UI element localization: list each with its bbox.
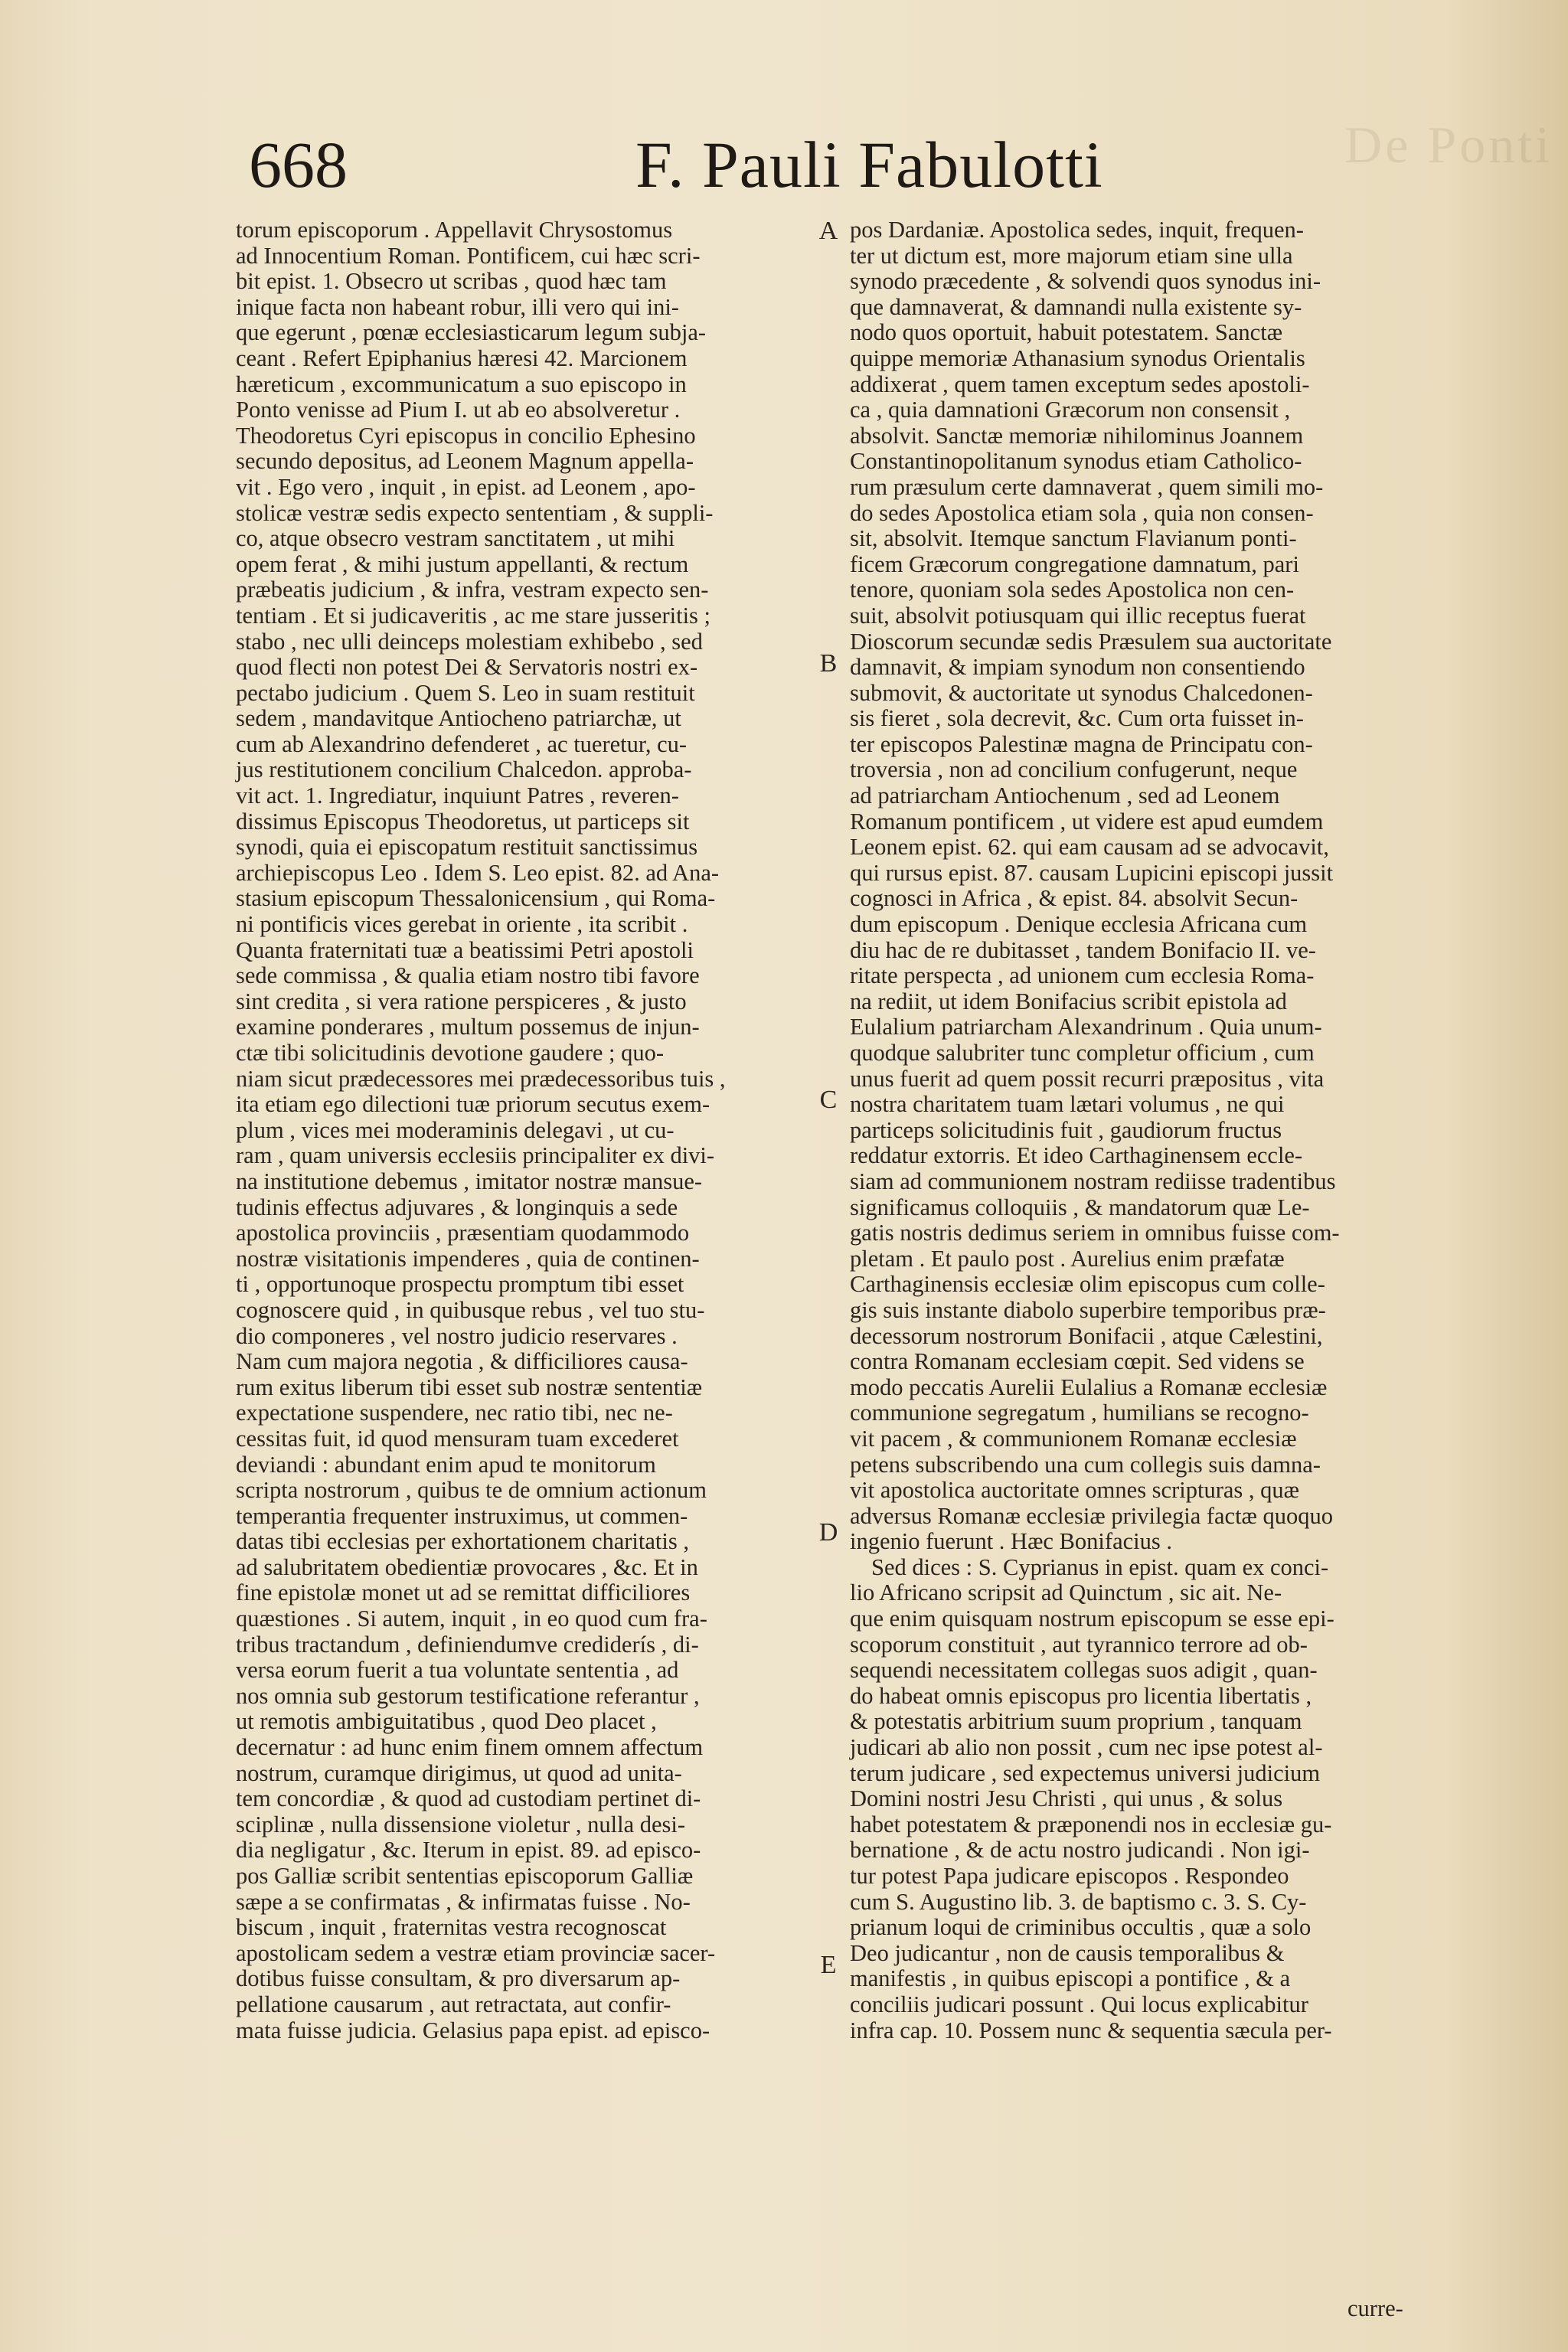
text-line: ut remotis ambiguitatibus , quod Deo placet , [236, 1708, 657, 1735]
text-line: sciplinæ , nulla dissensione violetur , nulla desi- [236, 1811, 686, 1838]
text-line: diu hac de re dubitasset , tandem Bonifacio II. ve- [850, 936, 1316, 963]
text-line: ita etiam ego dilectioni tuæ priorum secutus exem- [236, 1091, 710, 1118]
text-line: decernatur : ad hunc enim finem omnem affectum [236, 1734, 704, 1761]
text-line: cessitas fuit, id quod mensuram tuam excederet [236, 1425, 679, 1452]
text-line: tudinis effectus adjuvares , & longinquis a sede [236, 1194, 678, 1220]
text-line: rum præsulum certe damnaverat , quem simili mo- [850, 473, 1324, 500]
text-line: cum S. Augustino lib. 3. de baptismo c. 3. S. Cy- [850, 1888, 1307, 1915]
text-line: pletam . Et paulo post . Aurelius enim præfatæ [850, 1245, 1285, 1272]
text-line: expectatione suspendere, nec ratio tibi, nec ne- [236, 1400, 673, 1426]
text-line: jus restitutionem concilium Chalcedon. approba- [236, 756, 692, 783]
text-line: addixerat , quem tamen exceptum sedes apostoli- [850, 371, 1310, 397]
text-line: Dioscorum secundæ sedis Præsulem sua auctoritate [850, 628, 1332, 655]
text-line: ter episcopos Palestinæ magna de Principatu con- [850, 730, 1313, 757]
text-line: submovit, & auctoritate ut synodus Chalcedonen- [850, 679, 1313, 706]
left-column [236, 217, 841, 2043]
text-line: absolvit. Sanctæ memoriæ nihilominus Joannem [850, 422, 1304, 449]
margin-mark: B [819, 649, 838, 678]
text-line: Nam cum majora negotia , & difficiliores causa- [236, 1348, 688, 1375]
text-line: communione segregatum , humilians se recogno- [850, 1400, 1309, 1426]
text-line: ter ut dictum est, more majorum etiam sine ulla [850, 242, 1293, 269]
text-line: secundo depositus, ad Leonem Magnum appella- [236, 448, 694, 475]
text-line: ti , opportunoque prospectu promptum tibi esset [236, 1271, 684, 1298]
page-number: 668 [249, 128, 348, 201]
text-line: synodo præcedente , & solvendi quos synodus ini- [850, 268, 1321, 295]
text-line: ad patriarcham Antiochenum , sed ad Leonem [850, 782, 1280, 809]
text-line: Deo judicantur , non de causis temporalibus & [850, 1939, 1285, 1966]
margin-marks [813, 217, 844, 2132]
margin-mark: D [818, 1518, 838, 1547]
text-line: torum episcoporum . Appellavit Chrysostomus [236, 217, 673, 243]
text-line: stolicæ vestræ sedis expecto sententiam , & suppli- [236, 499, 714, 526]
text-line: nostrum, curamque dirigimus, ut quod ad unita- [236, 1759, 682, 1786]
text-line: na institutione debemus , imitator nostræ mansue- [236, 1168, 703, 1194]
text-line: rum exitus liberum tibi esset sub nostræ sententiæ [236, 1374, 703, 1400]
text-line: que enim quisquam nostrum episcopum se esse epi- [850, 1606, 1334, 1632]
text-line: plum , vices mei moderaminis delegavi , ut cu- [236, 1116, 675, 1143]
text-line: vit . Ego vero , inquit , in epist. ad Leonem , apo- [236, 473, 696, 500]
text-line: ad salubritatem obedientiæ provocares , &c. Et in [236, 1553, 698, 1580]
text-line: decessorum nostrorum Bonifacii , atque Cælestini, [850, 1322, 1323, 1349]
text-line: archiepiscopus Leo . Idem S. Leo epist. 82. ad Ana- [236, 859, 720, 886]
text-line: ni pontificis vices gerebat in oriente , ita scribit . [236, 911, 688, 938]
text-line: manifestis , in quibus episcopi a pontifice , & a [850, 1965, 1291, 1992]
text-line: troversia , non ad concilium confugerunt, neque [850, 756, 1298, 783]
text-line: sit, absolvit. Itemque sanctum Flavianum ponti- [850, 525, 1297, 552]
text-line: scoporum constituit , aut tyrannico terrore ad ob- [850, 1631, 1308, 1658]
text-line: nodo quos oportuit, habuit potestatem. Sanctæ [850, 319, 1283, 346]
margin-mark: C [819, 1086, 838, 1114]
text-line: cognosci in Africa , & epist. 84. absolvit Secun- [850, 885, 1298, 912]
text-line: sequendi necessitatem collegas suos adigit , quan- [850, 1657, 1318, 1684]
text-line: apostolica provinciis , præsentiam quodammodo [236, 1220, 690, 1246]
text-line: petens subscribendo una cum collegis suis damna- [850, 1451, 1321, 1478]
text-line: conciliis judicari possunt . Qui locus explicabitur [850, 1991, 1308, 2017]
text-line: Constantinopolitanum synodus etiam Catholico- [850, 448, 1302, 475]
text-line: bit epist. 1. Obsecro ut scribas , quod hæc tam [236, 268, 667, 295]
text-line: Quanta fraternitati tuæ a beatissimi Petri apostoli [236, 936, 694, 963]
text-line: ad Innocentium Roman. Pontificem, cui hæc scri- [236, 242, 701, 269]
text-line: vit act. 1. Ingrediatur, inquiunt Patres , reveren- [236, 782, 679, 809]
margin-mark: E [820, 1951, 837, 1979]
text-line: versa eorum fuerit a tua voluntate sententia , ad [236, 1657, 679, 1684]
page-header [249, 126, 1443, 211]
running-head: F. Pauli Fabulotti [635, 128, 1103, 201]
text-line: temperantia frequenter instruximus, ut commen- [236, 1502, 688, 1529]
text-line: synodi, quia ei episcopatum restituit sanctissimus [236, 834, 698, 861]
right-column [850, 217, 1452, 2043]
text-line: Sed dices : S. Cyprianus in epist. quam ex conci- [871, 1553, 1329, 1580]
text-line: sæpe a se confirmatas , & infirmatas fuisse . No- [236, 1888, 691, 1915]
text-line: pos Dardaniæ. Apostolica sedes, inquit, frequen- [850, 217, 1304, 243]
text-line: cum ab Alexandrino defenderet , ac tueretur, cu- [236, 730, 688, 757]
text-line: quæstiones . Si autem, inquit , in eo quod cum fra- [236, 1606, 707, 1632]
text-line: & potestatis arbitrium suum proprium , tanquam [850, 1708, 1302, 1735]
text-line: quodque salubriter tunc completur officium , cum [850, 1040, 1315, 1066]
text-line: bernatione , & de actu nostro judicandi . Non igi- [850, 1837, 1310, 1864]
text-line: prianum loqui de criminibus occultis , quæ a solo [850, 1914, 1312, 1941]
text-line: do sedes Apostolica etiam sola , quia non consen- [850, 499, 1314, 526]
text-line: dotibus fuisse consultam, & pro diversarum ap- [236, 1965, 681, 1992]
text-line: biscum , inquit , fraternitas vestra recognoscat [236, 1914, 667, 1941]
text-line: ritate perspecta , ad unionem cum ecclesia Roma- [850, 962, 1315, 989]
text-line: tenore, quoniam sola sedes Apostolica non cen- [850, 577, 1295, 603]
text-line: suit, absolvit potiusquam qui illic receptus fuerat [850, 602, 1306, 629]
text-line: judicari ab alio non possit , cum nec ipse potest al- [850, 1734, 1323, 1761]
text-line: contra Romanam ecclesiam cœpit. Sed videns se [850, 1348, 1305, 1375]
text-line: dum episcopum . Denique ecclesia Africana cum [850, 911, 1308, 938]
text-line: tur potest Papa judicare episcopos . Respondeo [850, 1863, 1289, 1889]
text-line: terum judicare , sed expectemus universi judicium [850, 1759, 1321, 1786]
text-line: Theodoretus Cyri episcopus in concilio Ephesino [236, 422, 696, 449]
text-line: nostræ visitationis impenderes , quia de continen- [236, 1245, 700, 1272]
text-line: que damnaverat, & damnandi nulla existente sy- [850, 293, 1302, 320]
text-line: ficem Græcorum congregatione damnatum, pari [850, 550, 1299, 577]
text-line: reddatur extorris. Et ideo Carthaginensem eccle- [850, 1142, 1303, 1169]
text-line: Leonem epist. 62. qui eam causam ad se advocavit, [850, 834, 1329, 861]
text-line: vit pacem , & communionem Romanæ ecclesiæ [850, 1425, 1297, 1452]
text-line: stasium episcopum Thessalonicensium , qui Roma- [236, 885, 716, 912]
text-line: gis suis instante diabolo superbire temporibus præ- [850, 1296, 1326, 1323]
text-line: damnavit, & impiam synodum non consentiendo [850, 654, 1305, 681]
text-line: inique facta non habeant robur, illi vero qui ini- [236, 293, 679, 320]
text-line: dio componeres , vel nostro judicio reservares . [236, 1322, 678, 1349]
text-line: particeps solicitudinis fuit , gaudiorum fructus [850, 1116, 1282, 1143]
text-line: ram , quam universis ecclesiis principaliter ex divi- [236, 1142, 715, 1169]
text-line: opem ferat , & mihi justum appellanti, & rectum [236, 550, 689, 577]
text-line: tem concordiæ , & quod ad custodiam pertinet di- [236, 1785, 701, 1812]
text-line: adversus Romanæ ecclesiæ privilegia factæ quoquo [850, 1502, 1334, 1529]
text-line: dia negligatur , &c. Iterum in epist. 89. ad episco- [236, 1837, 701, 1864]
text-line: unus fuerit ad quem possit recurri præpositus , vita [850, 1065, 1325, 1092]
text-line: hæreticum , excommunicatum a suo episcopo in [236, 371, 687, 397]
text-line: Carthaginensis ecclesiæ olim episcopus cum colle- [850, 1271, 1325, 1298]
text-line: modo peccatis Aurelii Eulalius a Romanæ ecclesiæ [850, 1374, 1328, 1400]
text-line: Eulalium patriarcham Alexandrinum . Quia unum- [850, 1014, 1322, 1040]
text-line: infra cap. 10. Possem nunc & sequentia sæcula per- [850, 2017, 1332, 2043]
text-line: significamus colloquiis , & mandatorum quæ Le- [850, 1194, 1310, 1220]
text-line: pectabo judicium . Quem S. Leo in suam restituit [236, 679, 695, 706]
text-line: fine epistolæ monet ut ad se remittat difficiliores [236, 1579, 691, 1606]
text-line: mata fuisse judicia. Gelasius papa epist. ad episco- [236, 2017, 710, 2043]
text-line: ceant . Refert Epiphanius hæresi 42. Marcionem [236, 345, 688, 371]
text-line: nos omnia sub gestorum testificatione referantur , [236, 1682, 700, 1709]
text-line: gatis nostris dedimus seriem in omnibus fuisse com- [850, 1220, 1340, 1246]
text-line: ca , quia damnationi Græcorum non consensit , [850, 397, 1291, 423]
margin-mark: A [818, 217, 838, 245]
text-line: sint credita , si vera ratione perspiceres , & justo [236, 988, 687, 1014]
text-line: quippe memoriæ Athanasium synodus Orientalis [850, 345, 1305, 371]
text-line: sis fieret , sola decrevit, &c. Cum orta fuisset in- [850, 705, 1304, 732]
text-line: examine ponderares , multum possemus de injun- [236, 1014, 700, 1040]
text-line: cognoscere quid , in quibusque rebus , vel tuo stu- [236, 1296, 705, 1323]
text-line: sedem , mandavitque Antiocheno patriarchæ, ut [236, 705, 681, 732]
text-line: quod flecti non potest Dei & Servatoris nostri ex- [236, 654, 698, 681]
text-line: tentiam . Et si judicaveritis , ac me stare jusseritis ; [236, 602, 711, 629]
text-line: apostolicam sedem a vestræ etiam provinciæ sacer- [236, 1939, 716, 1966]
text-line: sede commissa , & qualia etiam nostro tibi favore [236, 962, 700, 989]
catchword: curre- [1348, 2295, 1403, 2321]
text-line: Ponto venisse ad Pium I. ut ab eo absolveretur . [236, 397, 681, 423]
text-line: ingenio fuerunt . Hæc Bonifacius . [850, 1528, 1172, 1555]
text-line: nostra charitatem tuam lætari volumus , ne qui [850, 1091, 1285, 1118]
text-line: habet potestatem & præponendi nos in ecclesiæ gu- [850, 1811, 1332, 1838]
text-line: co, atque obsecro vestram sanctitatem , ut mihi [236, 525, 675, 552]
text-line: præbeatis judicium , & infra, vestram expecto sen- [236, 577, 709, 603]
text-line: que egerunt , pœnæ ecclesiasticarum legum subja- [236, 319, 707, 346]
text-line: lio Africano scripsit ad Quinctum , sic ait. Ne- [850, 1579, 1282, 1606]
text-line: datas tibi ecclesias per exhortationem charitatis , [236, 1528, 689, 1555]
text-line: scripta nostrorum , quibus te de omnium actionum [236, 1477, 707, 1504]
text-line: niam sicut prædecessores mei prædecessoribus tuis , [236, 1065, 726, 1092]
text-line: qui rursus epist. 87. causam Lupicini episcopi jussit [850, 859, 1334, 886]
text-line: Romanum pontificem , ut videre est apud eumdem [850, 808, 1324, 835]
text-line: vit apostolica auctoritate omnes scripturas , quæ [850, 1477, 1299, 1504]
text-line: siam ad communionem nostram rediisse tradentibus [850, 1168, 1336, 1194]
text-line: stabo , nec ulli deinceps molestiam exhibebo , sed [236, 628, 703, 655]
text-line: pellatione causarum , aut retractata, aut confir- [236, 1991, 671, 2017]
text-line: ctæ tibi solicitudinis devotione gaudere ; quo- [236, 1040, 665, 1066]
text-line: dissimus Episcopus Theodoretus, ut particeps sit [236, 808, 690, 835]
text-line: tribus tractandum , definiendumve crediderís , di- [236, 1631, 699, 1658]
text-line: do habeat omnis episcopus pro licentia libertatis , [850, 1682, 1312, 1709]
text-line: na rediit, ut idem Bonifacius scribit epistola ad [850, 988, 1287, 1014]
text-line: Domini nostri Jesu Christi , qui unus , & solus [850, 1785, 1283, 1812]
text-line: deviandi : abundant enim apud te monitorum [236, 1451, 656, 1478]
text-line: pos Galliæ scribit sententias episcoporum Galliæ [236, 1863, 694, 1889]
bleed-through-text: De Ponti [1344, 116, 1553, 174]
